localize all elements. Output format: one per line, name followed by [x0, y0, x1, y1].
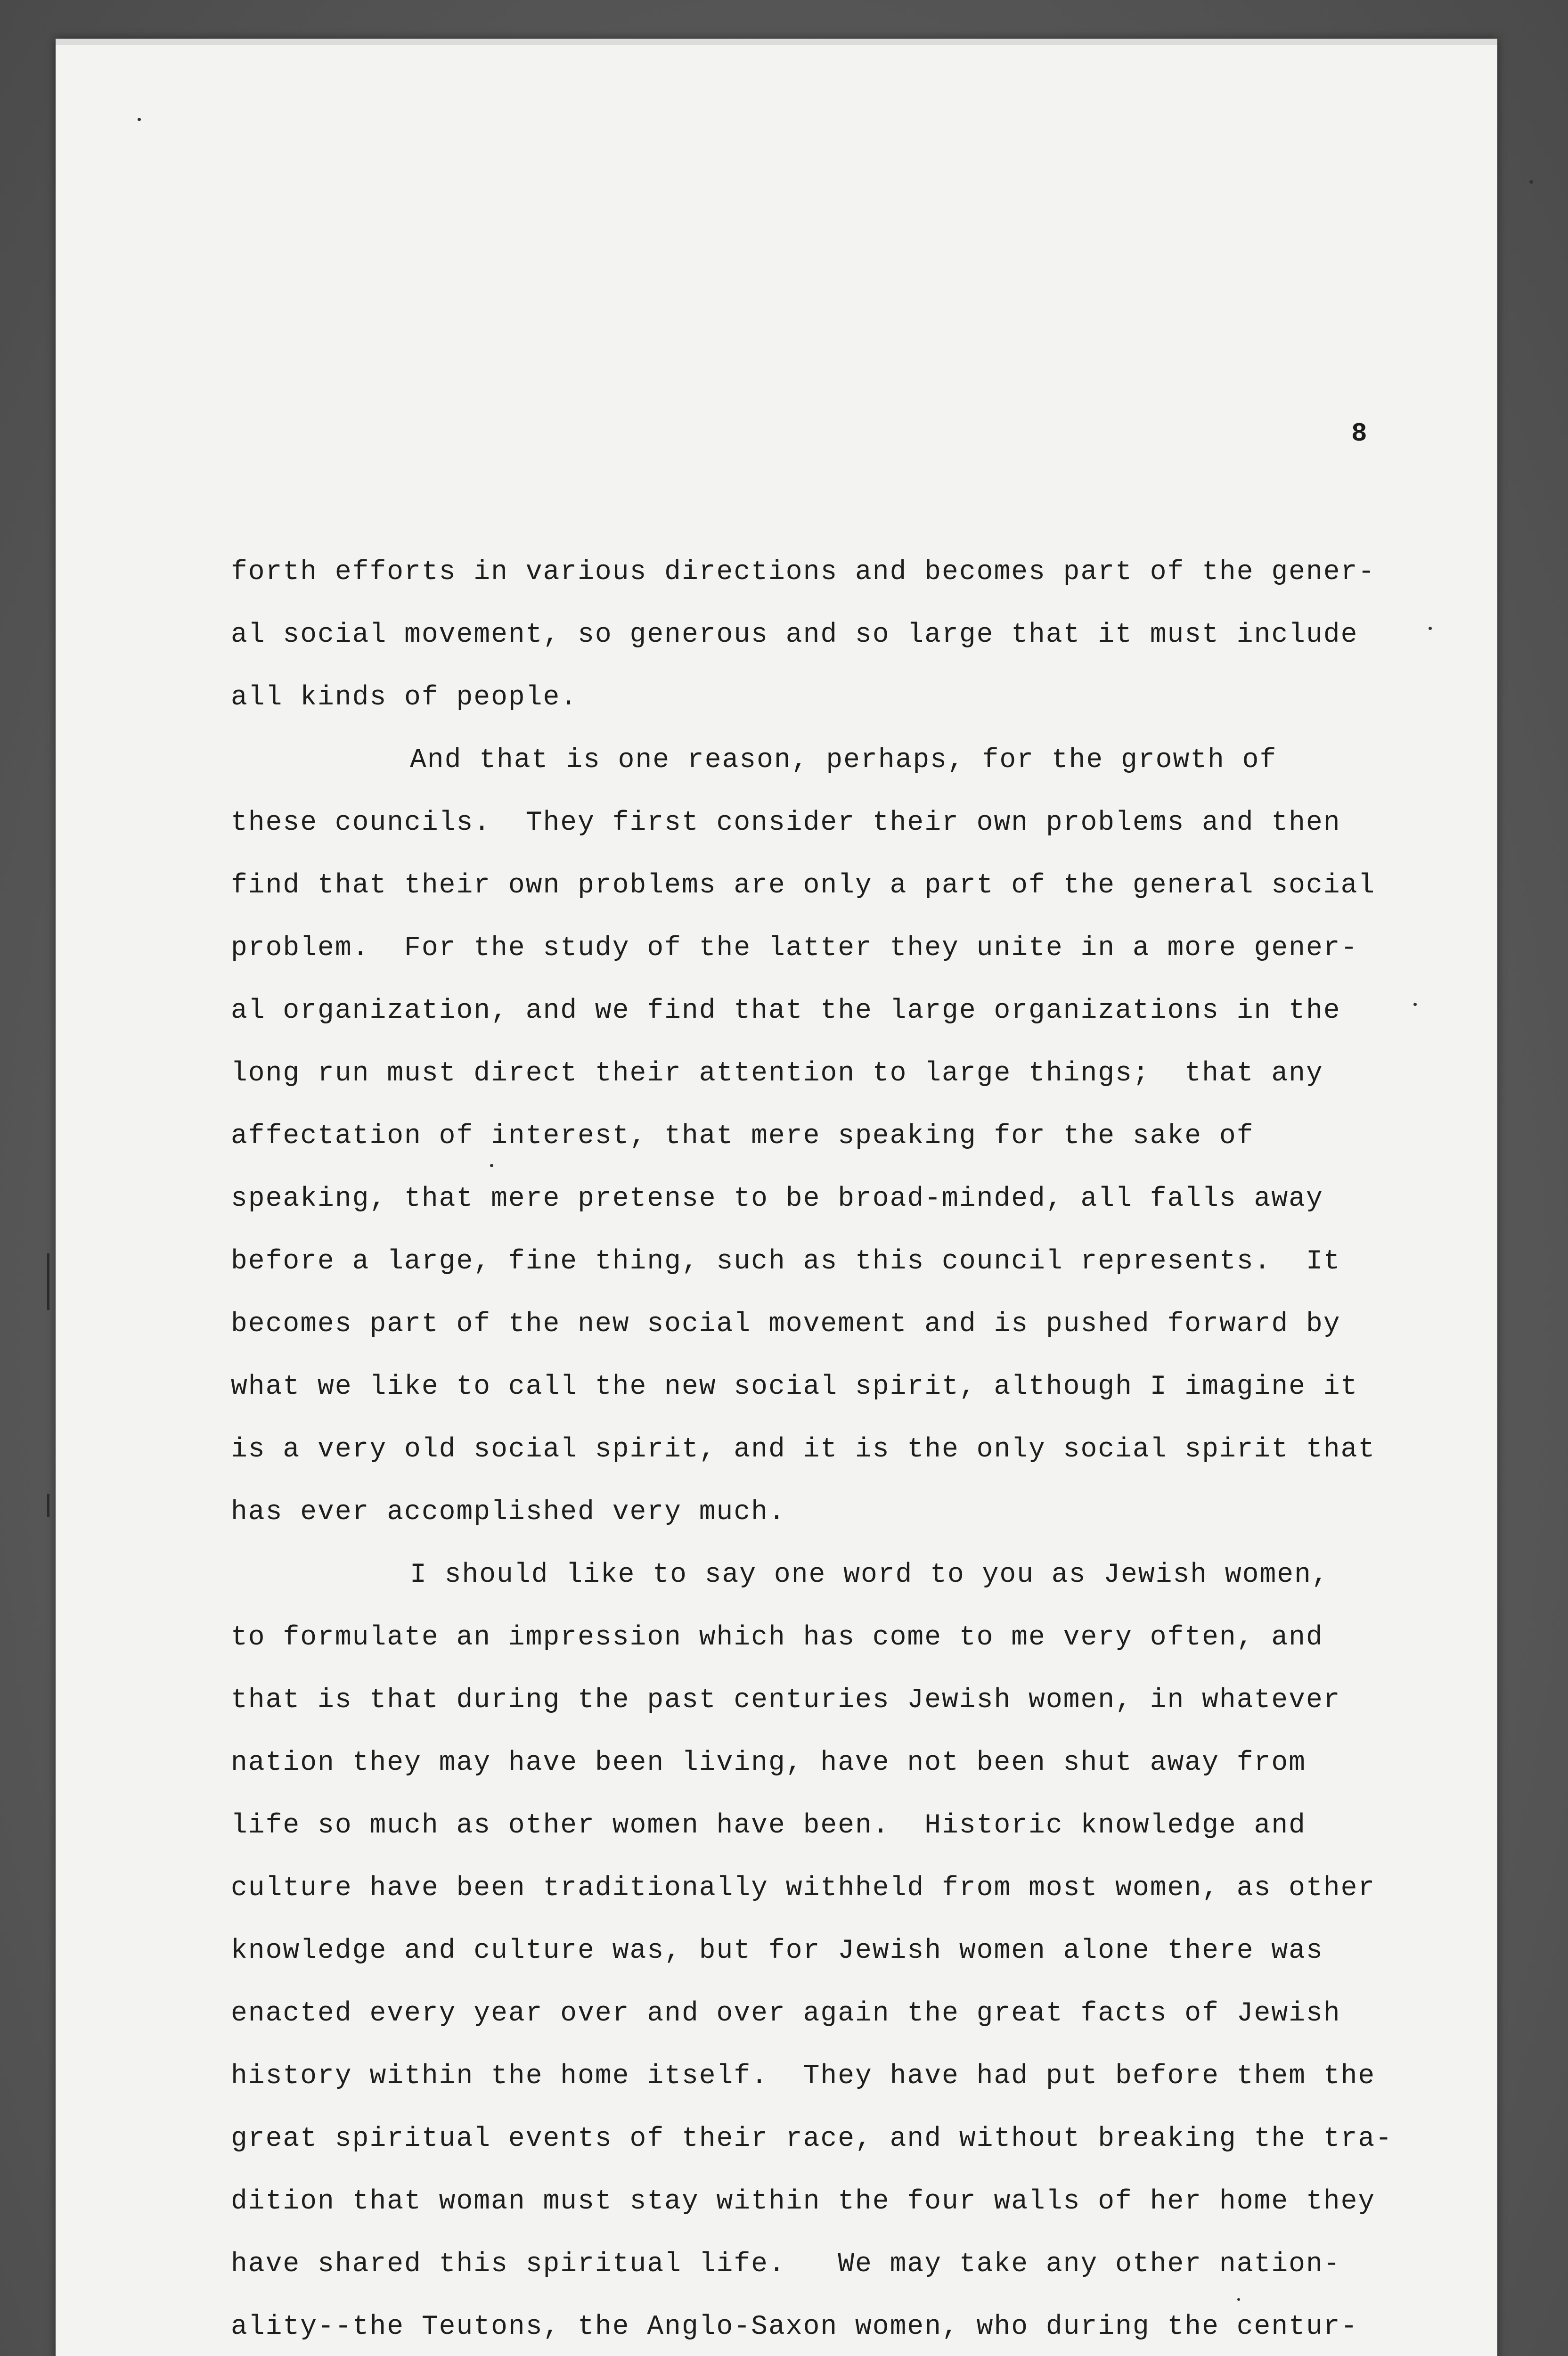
text-line: al organization, and we find that the large organizations in the: [231, 996, 1341, 1026]
scan-speck: [1413, 1003, 1417, 1006]
page-top-edge: [56, 39, 1497, 45]
page-number: 8: [1351, 418, 1367, 449]
paragraph-start-line: And that is one reason, perhaps, for the growth of: [410, 745, 1277, 776]
text-line: these councils. They first consider their own problems and then: [231, 808, 1341, 838]
text-line: dition that woman must stay within the four walls of her home they: [231, 2186, 1376, 2217]
left-margin-mark: [47, 1494, 49, 1517]
text-line: history within the home itself. They have had put before them the: [231, 2061, 1376, 2092]
text-line: problem. For the study of the latter they unite in a more gener-: [231, 933, 1358, 964]
text-line: all kinds of people.: [231, 682, 578, 713]
left-margin-mark: [47, 1253, 49, 1310]
scan-speck: [490, 1164, 493, 1167]
text-line: is a very old social spirit, and it is the only social spirit that: [231, 1434, 1376, 1465]
text-line: culture have been traditionally withheld from most women, as other: [231, 1873, 1376, 1904]
typed-body-text: [231, 541, 1437, 2356]
scan-speck: [1429, 627, 1432, 630]
text-line: find that their own problems are only a part of the general social: [231, 870, 1376, 901]
paragraph-start-line: I should like to say one word to you as Jewish women,: [410, 1560, 1329, 1590]
scan-speck: [138, 118, 141, 121]
scan-speck: [1529, 180, 1533, 184]
text-line: to formulate an impression which has come to me very often, and: [231, 1622, 1323, 1653]
text-line: has ever accomplished very much.: [231, 1497, 786, 1528]
text-line: speaking, that mere pretense to be broad-minded, all falls away: [231, 1184, 1323, 1214]
text-line: before a large, fine thing, such as this council represents. It: [231, 1246, 1341, 1277]
text-line: that is that during the past centuries Jewish women, in whatever: [231, 1685, 1341, 1716]
text-line: forth efforts in various directions and becomes part of the gener-: [231, 557, 1376, 588]
text-line: great spiritual events of their race, and without breaking the tra-: [231, 2124, 1393, 2154]
text-line: affectation of interest, that mere speaking for the sake of: [231, 1121, 1254, 1152]
text-line: have shared this spiritual life. We may take any other nation-: [231, 2249, 1341, 2280]
text-line: al social movement, so generous and so large that it must include: [231, 620, 1358, 650]
text-line: knowledge and culture was, but for Jewish women alone there was: [231, 1936, 1323, 1966]
text-line: what we like to call the new social spirit, although I imagine it: [231, 1372, 1358, 1402]
text-line: enacted every year over and over again the great facts of Jewish: [231, 1998, 1341, 2029]
text-line: life so much as other women have been. Historic knowledge and: [231, 1810, 1306, 1841]
text-line: ality--the Teutons, the Anglo-Saxon women, who during the centur-: [231, 2312, 1358, 2342]
text-line: becomes part of the new social movement and is pushed forward by: [231, 1309, 1341, 1340]
scan-speck: [1237, 2298, 1240, 2301]
text-line: nation they may have been living, have not been shut away from: [231, 1748, 1306, 1778]
text-line: long run must direct their attention to large things; that any: [231, 1058, 1323, 1089]
